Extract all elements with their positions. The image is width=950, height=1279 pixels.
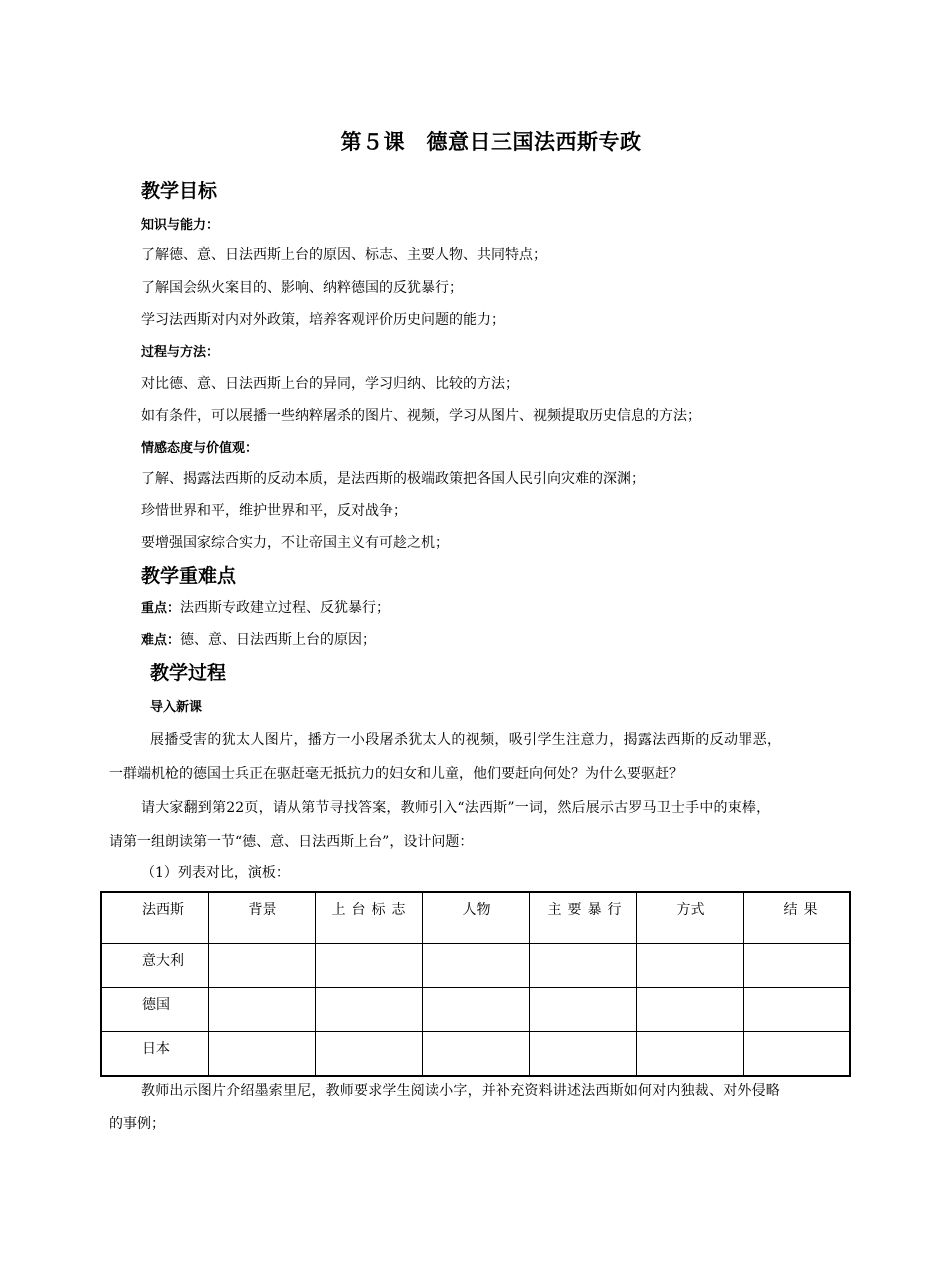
focus-label: 重点： xyxy=(141,601,181,616)
table-cell xyxy=(529,988,636,1032)
table-cell xyxy=(743,1032,850,1077)
table-header-row xyxy=(101,892,850,944)
table-cell xyxy=(529,944,636,988)
header-background: 背景 xyxy=(208,892,315,944)
table-cell xyxy=(636,944,743,988)
para3-line1: 教师出示图片介绍墨索里尼，教师要求学生阅读小字，并补充资料讲述法西斯如何对内独裁、对外侵略 xyxy=(141,1083,780,1099)
emotion-item-2: 珍惜世界和平，维护世界和平，反对战争； xyxy=(141,503,407,519)
table-cell xyxy=(636,1032,743,1077)
header-fascism: 法西斯 xyxy=(101,892,208,944)
para2-line1: 请大家翻到第22页，请从第节寻找答案，教师引入“法西斯”一词，然后展示古罗马卫士手中的束棒， xyxy=(141,800,771,816)
table-row xyxy=(101,1032,850,1077)
knowledge-label: 知识与能力： xyxy=(141,218,220,233)
key-points-heading: 教学重难点 xyxy=(141,565,237,587)
table-row xyxy=(101,944,850,988)
difficulty-line xyxy=(141,629,376,649)
process-heading: 教学过程 xyxy=(150,662,227,684)
table-cell xyxy=(422,988,529,1032)
process-method-item-2: 如有条件，可以展播一些纳粹屠杀的图片、视频，学习从图片、视频提取历史信息的方法； xyxy=(141,408,701,424)
header-method: 方式 xyxy=(636,892,743,944)
page-title: 第５课 德意日三国法西斯专政 xyxy=(340,130,642,154)
objectives-heading: 教学目标 xyxy=(141,180,218,202)
table-cell xyxy=(315,988,422,1032)
para1-line2: 一群端机枪的德国士兵正在驱赶毫无抵抗力的妇女和儿童，他们要赶向何处？为什么要驱赶？ xyxy=(109,766,683,782)
header-atrocities: 主要暴行 xyxy=(529,892,636,944)
knowledge-item-3: 学习法西斯对内对外政策，培养客观评价历史问题的能力； xyxy=(141,312,505,328)
intro-heading: 导入新课 xyxy=(150,700,203,715)
table-cell xyxy=(422,944,529,988)
knowledge-item-2: 了解国会纵火案目的、影响、纳粹德国的反犹暴行； xyxy=(141,280,463,296)
knowledge-item-1: 了解德、意、日法西斯上台的原因、标志、主要人物、共同特点； xyxy=(141,247,547,263)
process-method-label: 过程与方法： xyxy=(141,345,220,360)
difficulty-text: 德、意、日法西斯上台的原因； xyxy=(180,632,377,648)
row-label-italy: 意大利 xyxy=(101,944,208,988)
difficulty-label: 难点： xyxy=(141,633,181,648)
para1-line1: 展播受害的犹太人图片，播方一小段屠杀犹太人的视频，吸引学生注意力，揭露法西斯的反动罪恶， xyxy=(150,732,782,748)
table-cell xyxy=(422,1032,529,1077)
focus-line xyxy=(141,597,390,617)
row-label-germany: 德国 xyxy=(101,988,208,1032)
row-label-japan: 日本 xyxy=(101,1032,208,1077)
emotion-item-1: 了解、揭露法西斯的反动本质，是法西斯的极端政策把各国人民引向灾难的深渊； xyxy=(141,471,645,487)
table-cell xyxy=(208,944,315,988)
table-cell xyxy=(315,944,422,988)
process-method-item-1: 对比德、意、日法西斯上台的异同，学习归纳、比较的方法； xyxy=(141,376,519,392)
table-cell xyxy=(208,1032,315,1077)
header-rise-sign: 上台标志 xyxy=(315,892,422,944)
table-cell xyxy=(743,944,850,988)
table-cell xyxy=(529,1032,636,1077)
table-cell xyxy=(208,988,315,1032)
focus-text: 法西斯专政建立过程、反犹暴行； xyxy=(180,600,391,616)
header-figures: 人物 xyxy=(422,892,529,944)
table-cell xyxy=(315,1032,422,1077)
para2-line2: 请第一组朗读第一节“德、意、日法西斯上台”，设计问题： xyxy=(109,834,474,850)
emotion-item-3: 要增强国家综合实力，不让帝国主义有可趁之机； xyxy=(141,535,449,551)
table-caption: （1）列表对比，演板： xyxy=(141,865,290,881)
emotion-label: 情感态度与价值观： xyxy=(141,441,259,456)
table-cell xyxy=(743,988,850,1032)
header-result: 结果 xyxy=(743,892,850,944)
para3-line2: 的事例； xyxy=(109,1116,165,1132)
table-row xyxy=(101,988,850,1032)
comparison-table xyxy=(100,891,851,1077)
table-cell xyxy=(636,988,743,1032)
